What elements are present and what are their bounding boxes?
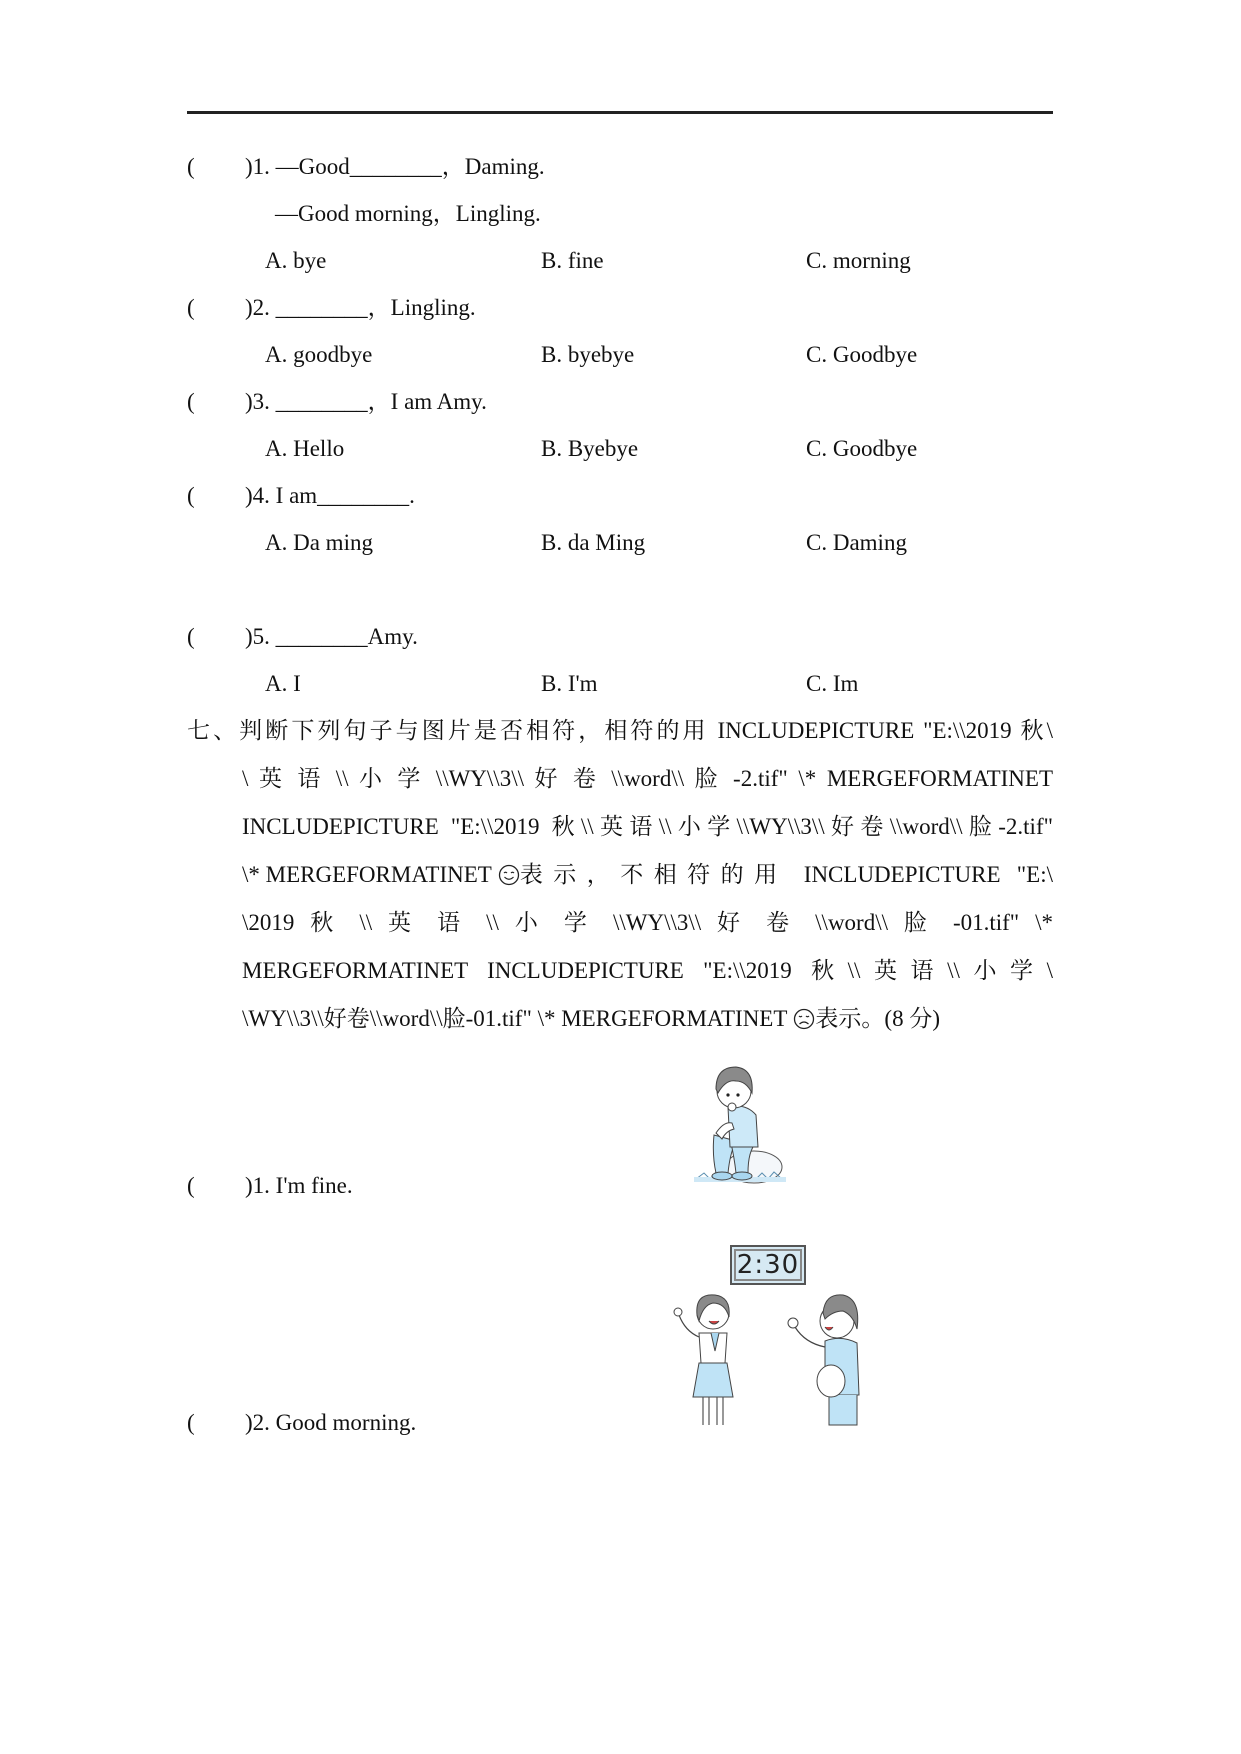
question-stem: )4. I am________. [245,483,415,508]
instruction-line-4a: \* MERGEFORMATINET [242,862,492,887]
answer-paren[interactable]: ( [187,154,195,179]
instruction-line-4 [242,860,1053,890]
answer-paren[interactable]: ( [187,1410,195,1435]
instruction-line-2: \ 英 语 \\ 小 学 \\WY\\3\\ 好 卷 \\word\\ 脸 -2.tif" \* MERGEFORMATINET [242,766,1053,791]
option-b: B. I'm [541,671,598,696]
option-c: C. morning [806,248,911,273]
statement-2: )2. Good morning. [245,1410,417,1435]
statement-1: )1. I'm fine. [245,1173,353,1198]
option-b: B. byebye [541,342,635,367]
answer-paren[interactable]: ( [187,1173,195,1198]
option-a: A. I [265,671,301,696]
answer-paren[interactable]: ( [187,624,195,649]
option-a: A. Hello [265,436,345,461]
option-b: B. da Ming [541,530,646,555]
girl-and-boy-greeting-illustration [665,1285,895,1430]
question-stem: )1. —Good________，Daming. [245,154,545,179]
digital-clock: 2:30 [730,1245,806,1285]
question-stem: )3. ________，I am Amy. [245,389,487,414]
question-stem-reply: —Good morning，Lingling. [275,201,541,226]
instruction-line-1: 七、判断下列句子与图片是否相符，相符的用 INCLUDEPICTURE "E:\\2019 秋\ [187,718,1053,743]
option-a: A. Da ming [265,530,373,555]
answer-paren[interactable]: ( [187,295,195,320]
instruction-line-3: INCLUDEPICTURE "E:\\2019 秋\\英语\\小学\\WY\\3\\好卷\\word\\脸-2.tif" [242,814,1053,839]
instruction-line-7 [242,1004,940,1034]
option-c: C. Goodbye [806,436,918,461]
instruction-line-7b: 表示。(8 分) [815,1006,940,1031]
header-rule [187,111,1053,114]
option-a: A. goodbye [265,342,373,367]
question-stem: )5. ________Amy. [245,624,418,649]
instruction-line-4b: 表示，不相符的用 INCLUDEPICTURE "E:\ [519,862,1053,887]
option-c: C. Im [806,671,859,696]
question-stem: )2. ________，Lingling. [245,295,476,320]
instruction-line-7a: \WY\\3\\好卷\\word\\脸-01.tif" \* MERGEFORMATINET [242,1006,788,1031]
instruction-line-5: \2019 秋 \\ 英 语 \\ 小 学 \\WY\\3\\ 好 卷 \\word\\ 脸 -01.tif" \* [242,910,1053,935]
option-b: B. fine [541,248,604,273]
answer-paren[interactable]: ( [187,483,195,508]
option-a: A. bye [265,248,327,273]
sad-face-icon [793,1008,815,1030]
option-c: C. Goodbye [806,342,918,367]
option-c: C. Daming [806,530,907,555]
option-b: B. Byebye [541,436,639,461]
boy-thinking-illustration [686,1055,796,1190]
answer-paren[interactable]: ( [187,389,195,414]
instruction-line-6: MERGEFORMATINET INCLUDEPICTURE "E:\\2019 秋\\英语\\小学\ [242,958,1053,983]
smiley-face-icon [498,864,520,886]
